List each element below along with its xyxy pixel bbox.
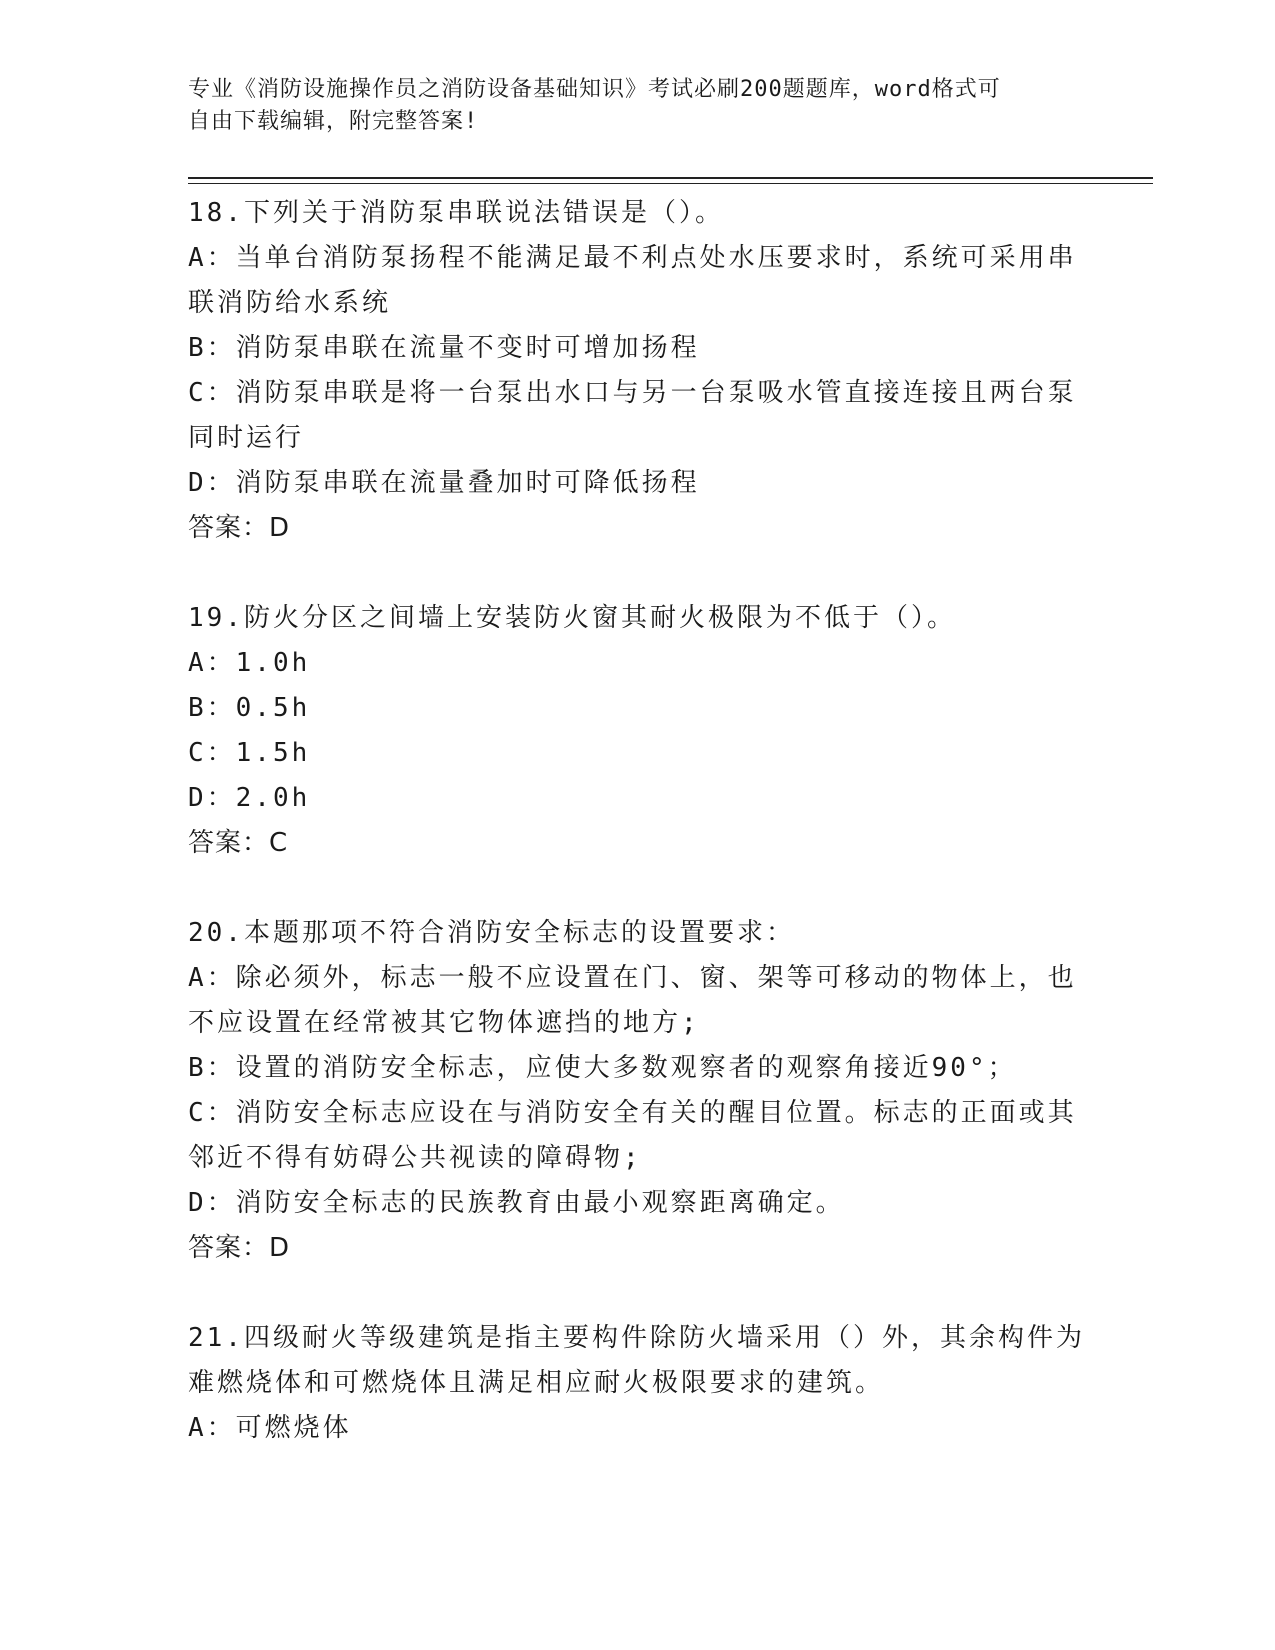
option-c-line-2: 同时运行 <box>188 423 305 453</box>
question-stem-line-1: 21.四级耐火等级建筑是指主要构件除防火墙采用（）外，其余构件为 <box>188 1323 1085 1353</box>
option-a-line-1: A：除必须外，标志一般不应设置在门、窗、架等可移动的物体上，也 <box>188 963 1077 993</box>
header-line-1: 专业《消防设施操作员之消防设备基础知识》考试必刷200题题库，word格式可 <box>188 77 1001 102</box>
question-20 <box>188 911 1088 1271</box>
question-stem: 20.本题那项不符合消防安全标志的设置要求： <box>188 918 795 948</box>
option-c-line-2: 邻近不得有妨碍公共视读的障碍物; <box>188 1143 642 1173</box>
question-list <box>188 191 1088 1451</box>
option-d: D：消防泵串联在流量叠加时可降低扬程 <box>188 468 700 498</box>
header-line-2: 自由下载编辑，附完整答案! <box>188 109 479 134</box>
question-19 <box>188 596 1088 866</box>
answer-label: 答案：C <box>188 828 289 858</box>
question-stem: 18.下列关于消防泵串联说法错误是（）。 <box>188 198 724 228</box>
option-c-line-1: C：消防泵串联是将一台泵出水口与另一台泵吸水管直接连接且两台泵 <box>188 378 1077 408</box>
option-d: D：2.0h <box>188 783 311 813</box>
option-a-line-2: 联消防给水系统 <box>188 288 392 318</box>
option-b: B：消防泵串联在流量不变时可增加扬程 <box>188 333 700 363</box>
option-b: B：0.5h <box>188 693 311 723</box>
option-a: A：可燃烧体 <box>188 1413 352 1443</box>
answer-label: 答案：D <box>188 1233 291 1263</box>
option-c-line-1: C：消防安全标志应设在与消防安全有关的醒目位置。标志的正面或其 <box>188 1098 1077 1128</box>
option-c: C：1.5h <box>188 738 311 768</box>
option-a-line-2: 不应设置在经常被其它物体遮挡的地方; <box>188 1008 700 1038</box>
option-d: D：消防安全标志的民族教育由最小观察距离确定。 <box>188 1188 845 1218</box>
option-a-line-1: A：当单台消防泵扬程不能满足最不利点处水压要求时，系统可采用串 <box>188 243 1077 273</box>
option-a: A：1.0h <box>188 648 311 678</box>
option-b: B：设置的消防安全标志，应使大多数观察者的观察角接近90°； <box>188 1053 1017 1083</box>
question-21 <box>188 1316 1088 1451</box>
answer-label: 答案：D <box>188 513 291 543</box>
question-stem-line-2: 难燃烧体和可燃烧体且满足相应耐火极限要求的建筑。 <box>188 1368 885 1398</box>
document-header <box>188 74 1068 138</box>
question-18 <box>188 191 1088 551</box>
header-rule-thin <box>188 183 1153 184</box>
header-rule-thick <box>188 177 1153 179</box>
question-stem: 19.防火分区之间墙上安装防火窗其耐火极限为不低于（）。 <box>188 603 956 633</box>
